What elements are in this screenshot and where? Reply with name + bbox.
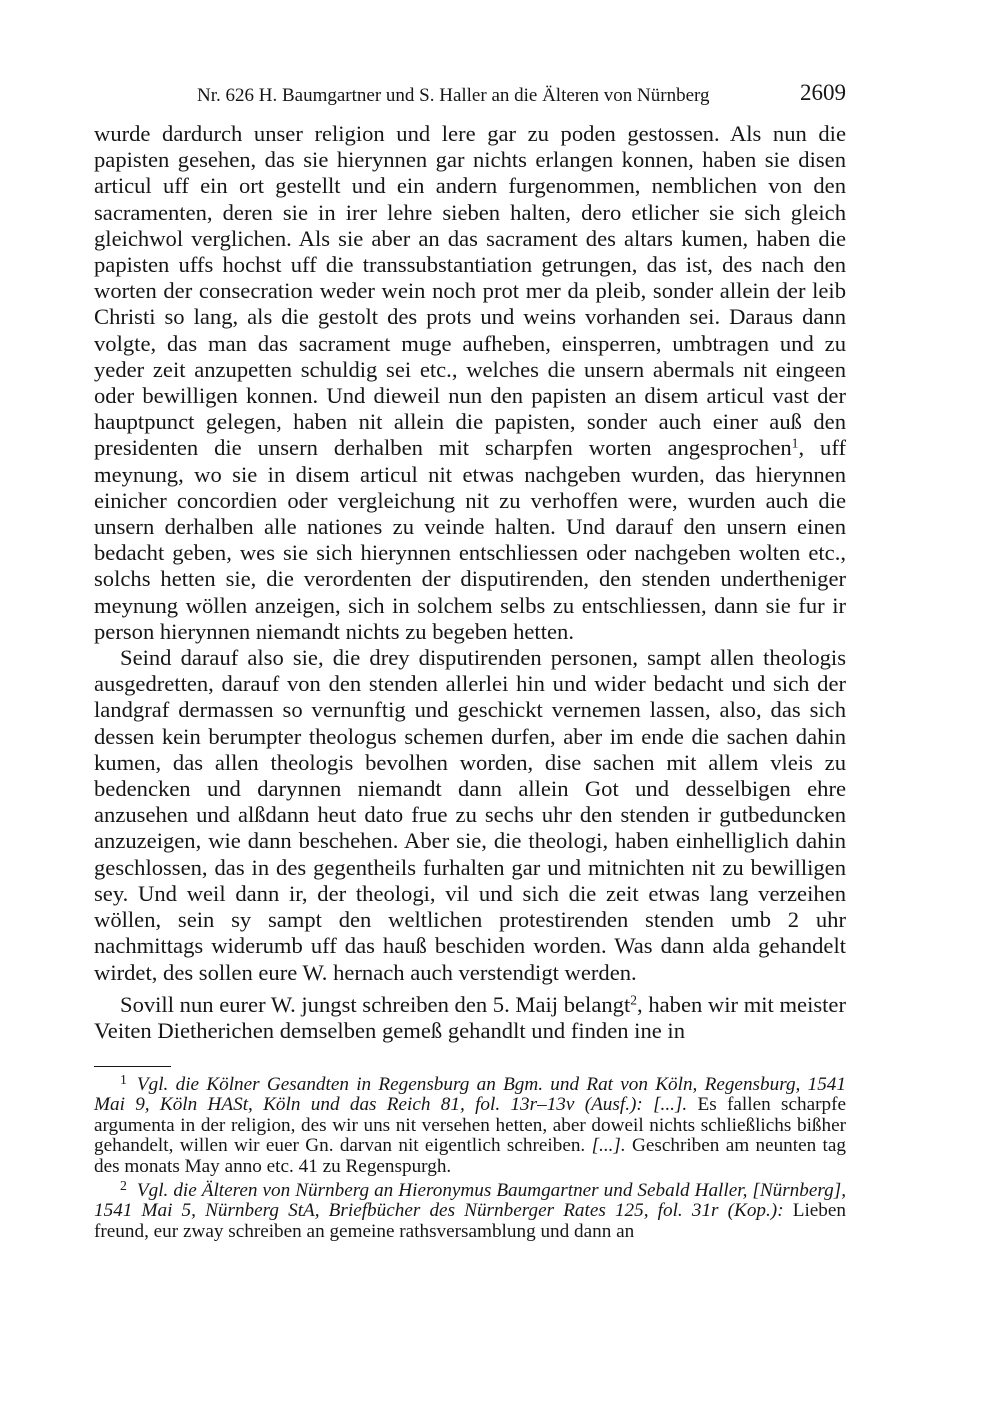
main-text (94, 121, 846, 1044)
footnote-number: 1 (120, 1071, 127, 1087)
footnote-reference: Vgl. die Älteren von Nürnberg an Hieronymus Baumgartner und Sebald Haller, [Nürnberg], 1541 Mai 5, Nürnberg StA, Briefbücher des Nürnberger Rates 125, fol. 31r (Kop.): (94, 1180, 846, 1222)
footnote-2 (94, 1177, 846, 1242)
paragraph-2: Seind darauf also sie, die drey disputirenden personen, sampt allen theologis ausgedretten, darauf von den stenden allerlei hin und wider bedacht und sich der landgraf dermassen so vernunftig und geschickt vernemen lassen, also, das sich dessen kein berumpter theologus schemen durfen, aber im ende die sachen dahin kumen, das allen theologis bevolhen worden, dise sachen mit allem vleis zu bedencken und darynnen niemandt dann allein Got und desselbigen ehre anzusehen und alßdann heut dato frue zu sechs uhr den stenden ir gutbeduncken anzuzeigen, wie dann beschehen. Aber sie, die theologi, haben einhelliglich dahin geschlossen, das in des gegentheils furhalten gar und mitnichten nit zu bewilligen sey. Und weil dann ir, der theologi, vil und sich die zeit etwas lang verzeihen wöllen, sein sy sampt den weltlichen protestirenden stenden umb 2 uhr nachmittags widerumb uff das hauß beschiden worden. Was dann alda gehandelt wirdet, des sollen eure W. hernach auch verstendigt werden. (94, 645, 846, 985)
footnote-ellipsis: [...]. (591, 1135, 626, 1157)
footnote-number: 2 (120, 1177, 127, 1193)
footnote-quote: Es fallen scharpfe argumenta in der religion, des wir uns nit versehen hetten, aber doweil nichts schließlichs bißher gehandelt, willen wir euer Gn. darvan nit eigentlich schreiben. (94, 1094, 846, 1157)
footnotes (94, 1071, 846, 1246)
footnote-marker-1[interactable]: 1 (791, 435, 799, 451)
paragraph-1-part-b: , uff meynung, wo sie in disem articul nit etwas nachgeben wurden, das hierynnen einicher concordien oder vergleichung nit zu verhoffen were, wurden auch die unsern derhalben alle nationes zu veinde halten. Und darauf den unsern einen bedacht geben, wes sie sich hierynnen entschliessen oder nachgeben wolten etc., solchs hetten sie, die verordenten der disputirenden, den stenden undertheniger meynung wöllen anzeigen, sich in solchem selbs zu entschliessen, dann sie fur ir person hierynnen niemandt nichts zu begeben hetten. (94, 435, 846, 644)
running-header (94, 80, 846, 110)
footnote-marker-2[interactable]: 2 (630, 992, 638, 1008)
running-title: Nr. 626 H. Baumgartner und S. Haller an die Älteren von Nürnberg (197, 85, 710, 106)
footnote-reference: Vgl. die Kölner Gesandten in Regensburg an Bgm. und Rat von Köln, Regensburg, 1541 Mai 9, Köln HASt, Köln und das Reich 81, fol. 13r–13v (Ausf.): [...]. (94, 1074, 846, 1116)
footnote-quote-end: Geschriben am neunten tag des monats May anno etc. 41 zu Regenspurgh. (94, 1135, 846, 1177)
paragraph-3-part-a: Sovill nun eurer W. jungst schreiben den 5. Maij belangt (120, 991, 631, 1017)
footnote-separator (94, 1066, 171, 1067)
paragraph-1 (94, 121, 846, 645)
footnote-1 (94, 1071, 846, 1177)
paragraph-3-part-b: , haben wir mit meister Veiten Dietherichen demselben gemeß gehandlt und finden ine in (94, 991, 846, 1043)
footnote-quote: Lieben freund, eur zway schreiben an gemeine rathsversamblung und dann an (94, 1200, 846, 1242)
page-number: 2609 (800, 80, 846, 105)
paragraph-1-part-a: wurde dardurch unser religion und lere gar zu poden gestossen. Als nun die papisten gesehen, das sie hierynnen gar nichts erlangen konnen, haben sie disen articul uff ein ort gestellt und ein andern furgenommen, nemblichen von den sacramenten, deren sie in irer lehre sieben halten, dero etlicher sie sich gleich gleichwol verglichen. Als sie aber an das sacrament des altars kumen, haben die papisten uffs hochst uff die transsubstantiation getrungen, das ist, des nach den worten der consecration weder wein noch prot mer da pleib, sonder allein der leib Christi so lang, als die gestolt des prots und weins vorhanden sei. Daraus dann volgte, das man das sacrament muge aufheben, einsperren, umbtragen und zu yeder zeit anzupetten schuldig sei etc., welches die unsern abermals nit eingeen oder bewilligen konnen. Und dieweil nun den papisten an disem articul vast der hauptpunct gelegen, haben nit allein die papisten, sonder auch einer auß den presidenten die unsern derhalben mit scharpfen worten angesprochen (94, 121, 846, 461)
paragraph-3 (94, 992, 846, 1044)
